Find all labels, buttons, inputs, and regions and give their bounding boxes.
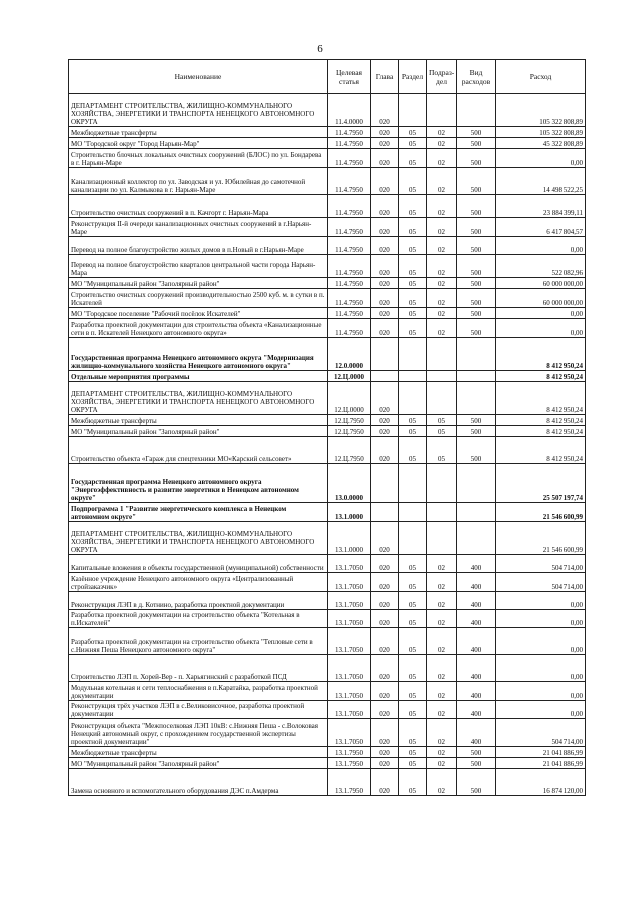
cell-subsection: 02 [427, 555, 457, 573]
cell-subsection [427, 503, 457, 522]
cell-name: Канализационный коллектор по ул. Заводская и ул. Юбилейная до самотечной канализации по ул. Калмыкова в г. Нарьян-Маре [69, 168, 328, 195]
cell-target-article: 13.1.7050 [328, 628, 371, 655]
cell-amount: 6 417 804,57 [496, 218, 586, 237]
cell-target-article: 12.0.0000 [328, 338, 371, 371]
table-row [69, 278, 586, 289]
header-section: Раздел [399, 60, 427, 94]
cell-name: Перевод на полное благоустройство жилых домов в п.Новый в г.Нарьян-Маре [69, 237, 328, 255]
table-row [69, 437, 586, 464]
cell-expense-type: 400 [457, 610, 496, 628]
cell-name: Реконструкция ЛЭП в д. Котнино, разработка проектной документации [69, 592, 328, 610]
cell-section [399, 382, 427, 415]
cell-subsection: 02 [427, 758, 457, 769]
cell-name: Строительство блочных локальных очистных сооружений (БЛОС) по ул. Бондарева в г. Нарьян-Маре [69, 149, 328, 168]
cell-expense-type [457, 382, 496, 415]
table-row [69, 747, 586, 758]
cell-name: Разработка проектной документации на строительство объекта "Котельная в п.Искателей" [69, 610, 328, 628]
cell-section: 05 [399, 149, 427, 168]
cell-name: МО "Муниципальный район "Заполярный район" [69, 278, 328, 289]
cell-name: Межбюджетные трансферты [69, 415, 328, 426]
cell-subsection [427, 94, 457, 127]
cell-amount: 0,00 [496, 682, 586, 701]
header-name: Наименование [69, 60, 328, 94]
cell-section: 05 [399, 610, 427, 628]
cell-section: 05 [399, 573, 427, 592]
cell-target-article: 13.1.7050 [328, 592, 371, 610]
cell-target-article: 11.4.7950 [328, 138, 371, 149]
cell-amount: 0,00 [496, 319, 586, 338]
cell-subsection: 02 [427, 573, 457, 592]
table-row [69, 758, 586, 769]
cell-subsection: 02 [427, 237, 457, 255]
cell-target-article: 11.4.7950 [328, 195, 371, 218]
cell-amount: 60 000 000,00 [496, 278, 586, 289]
table-row [69, 237, 586, 255]
cell-section: 05 [399, 769, 427, 796]
cell-amount: 8 412 950,24 [496, 437, 586, 464]
cell-expense-type: 400 [457, 555, 496, 573]
table-row [69, 149, 586, 168]
cell-expense-type: 500 [457, 308, 496, 319]
cell-subsection: 02 [427, 149, 457, 168]
table-row [69, 218, 586, 237]
cell-name: ДЕПАРТАМЕНТ СТРОИТЕЛЬСТВА, ЖИЛИЩНО-КОММУНАЛЬНОГО ХОЗЯЙСТВА, ЭНЕРГЕТИКИ И ТРАНСПОРТА НЕНЕЦКОГО АВТОНОМНОГО ОКРУГА [69, 382, 328, 415]
cell-target-article: 13.1.7950 [328, 769, 371, 796]
cell-name: Капитальные вложения в объекты государственной (муниципальной) собственности [69, 555, 328, 573]
header-expense-type: Вид расходов [457, 60, 496, 94]
cell-amount: 8 412 950,24 [496, 426, 586, 437]
cell-section: 05 [399, 747, 427, 758]
cell-amount: 60 000 000,00 [496, 289, 586, 308]
cell-name: Модульная котельная и сети теплоснабжения в п.Каратайка, разработка проектной документации [69, 682, 328, 701]
table-row [69, 464, 586, 503]
table-row [69, 628, 586, 655]
table-row [69, 610, 586, 628]
cell-target-article: 12.Ц.0000 [328, 382, 371, 415]
cell-target-article: 12.Ц.0000 [328, 371, 371, 382]
cell-section: 05 [399, 168, 427, 195]
cell-subsection: 02 [427, 218, 457, 237]
cell-subsection: 02 [427, 769, 457, 796]
cell-expense-type [457, 464, 496, 503]
cell-target-article: 12.Ц.7950 [328, 426, 371, 437]
cell-section [399, 464, 427, 503]
cell-chapter: 020 [371, 628, 399, 655]
table-body [69, 94, 586, 796]
cell-chapter: 020 [371, 195, 399, 218]
cell-subsection: 02 [427, 682, 457, 701]
cell-section: 05 [399, 289, 427, 308]
cell-subsection: 02 [427, 255, 457, 278]
cell-amount: 0,00 [496, 628, 586, 655]
cell-chapter: 020 [371, 308, 399, 319]
cell-amount: 504 714,00 [496, 719, 586, 747]
cell-chapter: 020 [371, 278, 399, 289]
table-row [69, 719, 586, 747]
header-target-article: Целевая статья [328, 60, 371, 94]
cell-chapter: 020 [371, 255, 399, 278]
cell-chapter: 020 [371, 769, 399, 796]
cell-amount: 21 546 600,99 [496, 522, 586, 555]
cell-amount: 0,00 [496, 308, 586, 319]
cell-expense-type: 500 [457, 127, 496, 138]
cell-amount: 105 322 808,89 [496, 127, 586, 138]
cell-subsection: 02 [427, 195, 457, 218]
cell-section [399, 522, 427, 555]
cell-chapter: 020 [371, 555, 399, 573]
cell-expense-type: 500 [457, 138, 496, 149]
cell-chapter: 020 [371, 127, 399, 138]
cell-section: 05 [399, 237, 427, 255]
cell-chapter: 020 [371, 610, 399, 628]
cell-name: МО "Муниципальный район "Заполярный район" [69, 426, 328, 437]
header-subsection: Подраз-дел [427, 60, 457, 94]
cell-target-article: 11.4.7950 [328, 127, 371, 138]
table-row [69, 682, 586, 701]
table-row [69, 701, 586, 719]
cell-expense-type [457, 503, 496, 522]
cell-amount: 0,00 [496, 592, 586, 610]
cell-chapter: 020 [371, 415, 399, 426]
cell-section: 05 [399, 218, 427, 237]
cell-chapter: 020 [371, 747, 399, 758]
cell-name: Разработка проектной документации для строительства объекта «Канализационные сети в п. Искателей Ненецкого автономного округа» [69, 319, 328, 338]
cell-chapter: 020 [371, 573, 399, 592]
table-header-row [69, 60, 586, 94]
cell-amount: 0,00 [496, 701, 586, 719]
cell-target-article: 11.4.7950 [328, 289, 371, 308]
cell-chapter: 020 [371, 319, 399, 338]
table-row [69, 555, 586, 573]
cell-target-article: 11.4.7950 [328, 308, 371, 319]
cell-expense-type: 500 [457, 769, 496, 796]
cell-section: 05 [399, 138, 427, 149]
cell-subsection: 02 [427, 127, 457, 138]
cell-amount: 16 874 120,00 [496, 769, 586, 796]
cell-target-article: 11.4.7950 [328, 168, 371, 195]
cell-subsection [427, 338, 457, 371]
cell-name: Межбюджетные трансферты [69, 127, 328, 138]
cell-subsection: 02 [427, 610, 457, 628]
cell-chapter: 020 [371, 719, 399, 747]
table-row [69, 382, 586, 415]
cell-amount: 105 322 808,89 [496, 94, 586, 127]
table-row [69, 308, 586, 319]
cell-amount: 8 412 950,24 [496, 382, 586, 415]
cell-name: Перевод на полное благоустройство кварталов центральной части города Нарьян-Мара [69, 255, 328, 278]
table-row [69, 426, 586, 437]
cell-section [399, 94, 427, 127]
table-row [69, 138, 586, 149]
cell-section: 05 [399, 278, 427, 289]
table-row [69, 415, 586, 426]
cell-name: Замена основного и вспомогательного оборудования ДЭС п.Амдерма [69, 769, 328, 796]
cell-section [399, 338, 427, 371]
table-row [69, 573, 586, 592]
cell-subsection: 02 [427, 592, 457, 610]
cell-expense-type [457, 371, 496, 382]
cell-target-article: 13.1.7050 [328, 555, 371, 573]
cell-chapter: 020 [371, 437, 399, 464]
table-row [69, 94, 586, 127]
cell-expense-type: 500 [457, 278, 496, 289]
cell-amount: 14 498 522,25 [496, 168, 586, 195]
cell-name: МО "Городское поселение "Рабочий посёлок Искателей" [69, 308, 328, 319]
cell-subsection: 02 [427, 628, 457, 655]
cell-chapter [371, 371, 399, 382]
cell-name: МО "Муниципальный район "Заполярный район" [69, 758, 328, 769]
cell-amount: 504 714,00 [496, 573, 586, 592]
table-row [69, 195, 586, 218]
cell-expense-type: 400 [457, 592, 496, 610]
cell-section: 05 [399, 701, 427, 719]
cell-chapter: 020 [371, 149, 399, 168]
cell-target-article: 13.1.7050 [328, 701, 371, 719]
cell-subsection: 02 [427, 308, 457, 319]
cell-subsection: 02 [427, 319, 457, 338]
cell-section: 05 [399, 682, 427, 701]
header-amount: Расход [496, 60, 586, 94]
cell-amount: 8 412 950,24 [496, 371, 586, 382]
cell-amount: 45 322 808,89 [496, 138, 586, 149]
cell-name: ДЕПАРТАМЕНТ СТРОИТЕЛЬСТВА, ЖИЛИЩНО-КОММУНАЛЬНОГО ХОЗЯЙСТВА, ЭНЕРГЕТИКИ И ТРАНСПОРТА НЕНЕЦКОГО АВТОНОМНОГО ОКРУГА [69, 522, 328, 555]
cell-expense-type: 500 [457, 149, 496, 168]
cell-amount: 0,00 [496, 610, 586, 628]
cell-chapter: 020 [371, 168, 399, 195]
cell-chapter: 020 [371, 522, 399, 555]
cell-section: 05 [399, 415, 427, 426]
cell-section: 05 [399, 426, 427, 437]
cell-target-article: 12.Ц.7950 [328, 415, 371, 426]
cell-expense-type: 500 [457, 218, 496, 237]
cell-chapter: 020 [371, 289, 399, 308]
cell-amount: 8 412 950,24 [496, 415, 586, 426]
cell-chapter: 020 [371, 426, 399, 437]
cell-target-article: 11.4.7950 [328, 218, 371, 237]
cell-expense-type: 500 [457, 289, 496, 308]
cell-target-article: 13.1.7950 [328, 758, 371, 769]
cell-chapter [371, 338, 399, 371]
cell-target-article: 13.1.0000 [328, 522, 371, 555]
cell-target-article: 12.Ц.7950 [328, 437, 371, 464]
cell-chapter: 020 [371, 682, 399, 701]
cell-chapter: 020 [371, 218, 399, 237]
cell-expense-type: 400 [457, 655, 496, 682]
cell-section: 05 [399, 437, 427, 464]
cell-target-article: 13.1.7050 [328, 682, 371, 701]
cell-expense-type: 400 [457, 682, 496, 701]
cell-target-article: 11.4.7950 [328, 319, 371, 338]
header-chapter: Глава [371, 60, 399, 94]
cell-chapter [371, 464, 399, 503]
cell-name: Строительство очистных сооружений производительностью 2500 куб. м. в сутки в п. Искателей [69, 289, 328, 308]
cell-section: 05 [399, 319, 427, 338]
cell-target-article: 11.4.7950 [328, 237, 371, 255]
cell-expense-type: 500 [457, 168, 496, 195]
cell-target-article: 13.1.7050 [328, 655, 371, 682]
cell-section [399, 371, 427, 382]
cell-subsection: 05 [427, 426, 457, 437]
cell-section [399, 503, 427, 522]
cell-chapter: 020 [371, 237, 399, 255]
cell-amount: 504 714,00 [496, 555, 586, 573]
cell-expense-type: 500 [457, 747, 496, 758]
table-row [69, 503, 586, 522]
cell-name: Государственная программа Ненецкого автономного округа "Модернизация жилищно-коммунального хозяйства Ненецкого автономного округа" [69, 338, 328, 371]
cell-target-article: 11.4.7950 [328, 149, 371, 168]
cell-section: 05 [399, 195, 427, 218]
table-row [69, 319, 586, 338]
cell-subsection: 02 [427, 655, 457, 682]
cell-expense-type: 500 [457, 415, 496, 426]
cell-name: Государственная программа Ненецкого автономного округа "Энергоэффективность и развитие энергетики в Ненецком автономном округе" [69, 464, 328, 503]
cell-expense-type [457, 94, 496, 127]
cell-expense-type: 400 [457, 628, 496, 655]
cell-subsection [427, 371, 457, 382]
cell-amount: 21 041 886,99 [496, 747, 586, 758]
cell-amount: 0,00 [496, 149, 586, 168]
cell-target-article: 11.4.7950 [328, 255, 371, 278]
cell-expense-type [457, 522, 496, 555]
cell-name: Реконструкция II-й очереди канализационных очистных сооружений в г.Нарьян-Маре [69, 218, 328, 237]
cell-subsection: 02 [427, 168, 457, 195]
cell-expense-type: 500 [457, 255, 496, 278]
cell-amount: 21 546 600,99 [496, 503, 586, 522]
cell-expense-type: 500 [457, 437, 496, 464]
cell-expense-type: 500 [457, 237, 496, 255]
cell-section: 05 [399, 758, 427, 769]
cell-name: Реконструкция трёх участков ЛЭП в с.Великовисочное, разработка проектной документации [69, 701, 328, 719]
cell-section: 05 [399, 628, 427, 655]
cell-subsection: 05 [427, 415, 457, 426]
table-row [69, 168, 586, 195]
cell-amount: 8 412 950,24 [496, 338, 586, 371]
cell-chapter: 020 [371, 758, 399, 769]
cell-subsection [427, 522, 457, 555]
cell-expense-type: 500 [457, 319, 496, 338]
cell-section: 05 [399, 592, 427, 610]
cell-chapter: 020 [371, 94, 399, 127]
cell-subsection: 02 [427, 701, 457, 719]
cell-expense-type: 500 [457, 426, 496, 437]
cell-subsection: 02 [427, 138, 457, 149]
cell-section: 05 [399, 127, 427, 138]
cell-name: Отдельные мероприятия программы [69, 371, 328, 382]
cell-chapter [371, 503, 399, 522]
cell-name: ДЕПАРТАМЕНТ СТРОИТЕЛЬСТВА, ЖИЛИЩНО-КОММУНАЛЬНОГО ХОЗЯЙСТВА, ЭНЕРГЕТИКИ И ТРАНСПОРТА НЕНЕЦКОГО АВТОНОМНОГО ОКРУГА [69, 94, 328, 127]
budget-table [68, 59, 586, 796]
cell-name: Разработка проектной документации на строительство объекта "Тепловые сети в с.Нижняя Пеша Ненецкого автономного округа" [69, 628, 328, 655]
cell-subsection [427, 382, 457, 415]
cell-expense-type: 400 [457, 701, 496, 719]
cell-amount: 21 041 886,99 [496, 758, 586, 769]
cell-subsection: 05 [427, 437, 457, 464]
cell-name: Строительство очистных сооружений в п. Качгорт г. Нарьян-Мара [69, 195, 328, 218]
cell-amount: 522 082,96 [496, 255, 586, 278]
cell-chapter: 020 [371, 382, 399, 415]
table-row [69, 371, 586, 382]
table-row [69, 127, 586, 138]
cell-target-article: 13.1.0000 [328, 503, 371, 522]
cell-target-article: 11.4.0000 [328, 94, 371, 127]
cell-name: Реконструкция объекта "Межпоселковая ЛЭП 10кВ: с.Нижняя Пеша - с.Волоковая Ненецкий автономный округ, с прохождением государственной экспертизы проектной документации" [69, 719, 328, 747]
cell-target-article: 13.1.7050 [328, 610, 371, 628]
table-row [69, 255, 586, 278]
table-row [69, 289, 586, 308]
cell-target-article: 13.1.7050 [328, 719, 371, 747]
page-number: 6 [317, 43, 323, 55]
cell-expense-type: 400 [457, 719, 496, 747]
cell-name: Казённое учреждение Ненецкого автономного округа «Централизованный стройзаказчик» [69, 573, 328, 592]
table-row [69, 522, 586, 555]
cell-name: Строительство ЛЭП п. Хорей-Вер - п. Харьягинский с разработкой ПСД [69, 655, 328, 682]
cell-subsection: 02 [427, 719, 457, 747]
cell-name: Межбюджетные трансферты [69, 747, 328, 758]
cell-section: 05 [399, 655, 427, 682]
cell-subsection: 02 [427, 278, 457, 289]
cell-chapter: 020 [371, 138, 399, 149]
cell-amount: 0,00 [496, 237, 586, 255]
cell-expense-type: 400 [457, 573, 496, 592]
cell-subsection: 02 [427, 289, 457, 308]
cell-chapter: 020 [371, 592, 399, 610]
table-row [69, 592, 586, 610]
cell-section: 05 [399, 255, 427, 278]
cell-subsection: 02 [427, 747, 457, 758]
cell-target-article: 11.4.7950 [328, 278, 371, 289]
cell-target-article: 13.1.7950 [328, 747, 371, 758]
cell-target-article: 13.0.0000 [328, 464, 371, 503]
cell-expense-type: 500 [457, 758, 496, 769]
cell-name: Строительство объекта «Гараж для спецтехники МО«Карский сельсовет» [69, 437, 328, 464]
cell-name: МО "Городской округ "Город Нарьян-Мар" [69, 138, 328, 149]
cell-section: 05 [399, 719, 427, 747]
cell-expense-type [457, 338, 496, 371]
table-row [69, 769, 586, 796]
table-row [69, 655, 586, 682]
cell-chapter: 020 [371, 701, 399, 719]
cell-amount: 25 507 197,74 [496, 464, 586, 503]
cell-section: 05 [399, 555, 427, 573]
cell-expense-type: 500 [457, 195, 496, 218]
cell-chapter: 020 [371, 655, 399, 682]
table-row [69, 338, 586, 371]
cell-name: Подпрограмма 1 "Развитие энергетического комплекса в Ненецком автономном округе" [69, 503, 328, 522]
cell-target-article: 13.1.7050 [328, 573, 371, 592]
cell-subsection [427, 464, 457, 503]
cell-amount: 23 884 399,11 [496, 195, 586, 218]
cell-amount: 0,00 [496, 655, 586, 682]
cell-section: 05 [399, 308, 427, 319]
